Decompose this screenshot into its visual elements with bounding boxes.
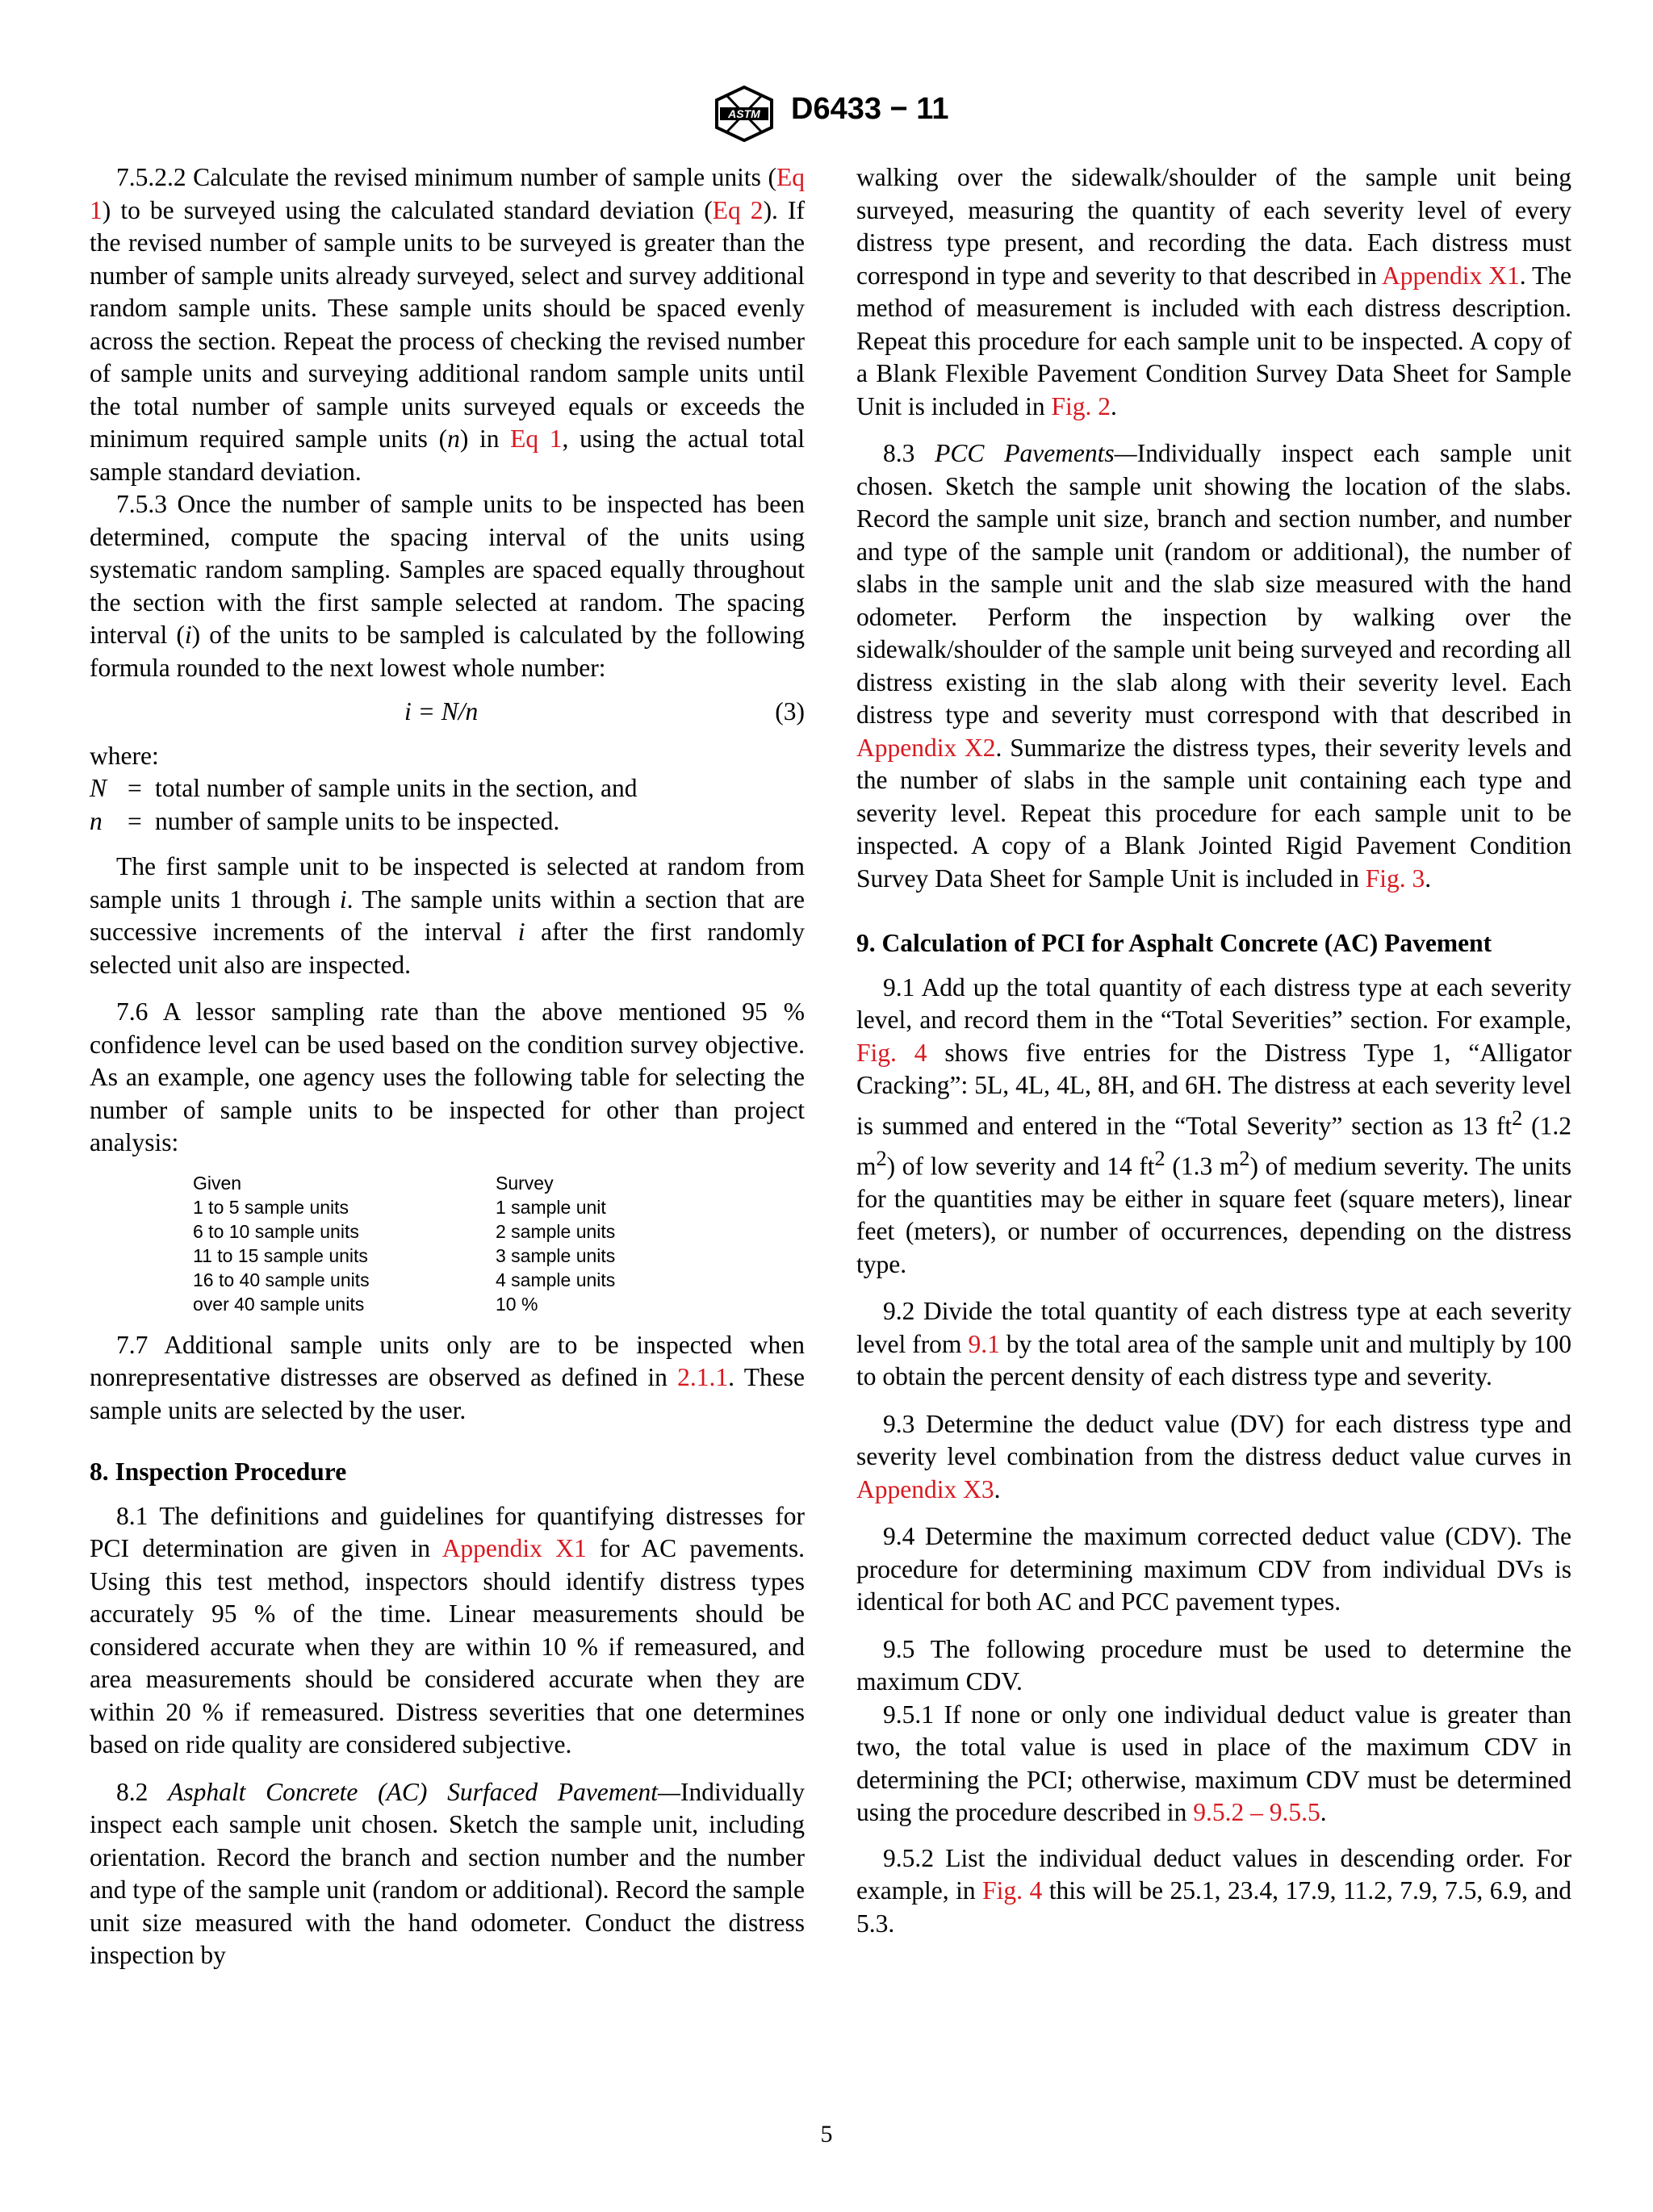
eq-1-link[interactable]: Eq 1 xyxy=(510,424,563,453)
table-row: over 40 sample units 10 % xyxy=(193,1293,538,1315)
equation-number: (3) xyxy=(775,697,805,725)
standard-designation: D6433 − 11 xyxy=(791,92,949,126)
astm-logo-icon xyxy=(712,86,776,142)
table-header-row: Given Survey xyxy=(193,1172,554,1194)
section-heading-9: 9. Calculation of PCI for Asphalt Concrete (AC) Pavement xyxy=(856,929,1492,957)
right-column xyxy=(856,161,1571,1940)
definition-row: N = total number of sample units in the section, and xyxy=(90,774,638,802)
section-2-1-1-link[interactable]: 2.1.1 xyxy=(677,1363,729,1391)
section-9-5-2-link[interactable]: 9.5.2 – 9.5.5 xyxy=(1193,1798,1320,1826)
appendix-x1-link[interactable]: Appendix X1 xyxy=(441,1534,587,1562)
section-9-1-link[interactable]: 9.1 xyxy=(968,1329,1000,1358)
page-number: 5 xyxy=(820,2121,833,2147)
appendix-x2-link[interactable]: Appendix X2 xyxy=(856,733,996,762)
table-row: 1 to 5 sample units 1 sample unit xyxy=(193,1196,606,1218)
page-header xyxy=(0,86,1653,142)
fig-4-link[interactable]: Fig. 4 xyxy=(982,1876,1043,1905)
paragraph-7-5-3: 7.5.3 Once the number of sample units to be inspected has been determined, compute the spacing interval of the units using systematic random sampling. Samples are spaced equally throughout the section with the first sample selected at random. The spacing interval (i) of the units to be sampled is calculated by the following formula rounded to the next lowest whole number: xyxy=(90,490,805,682)
paragraph-9-5-1: 9.5.1 If none or only one individual deduct value is greater than two, the total value is used in place of the maximum CDV in determining the PCI; otherwise, maximum CDV must be determined using the procedure described in 9.5.2 – 9.5.5. xyxy=(856,1700,1571,1826)
paragraph-7-5-2-2: 7.5.2.2 Calculate the revised minimum number of sample units (Eq 1) to be surveyed using the calculated standard deviation (Eq 2). If the revised number of sample units to be surveyed is greater than the number of sample units already surveyed, select and survey additional random sample units. These sample units should be spaced evenly across the section. Repeat the process of checking the revised number of sample units and surveying additional random sample units until the total number of sample units surveyed equals or exceeds the minimum required sample units (n) in Eq 1, using the actual total sample standard deviation. xyxy=(90,163,805,486)
paragraph-9-1: 9.1 Add up the total quantity of each distress type at each severity level, and record them in the “Total Severities” section. For example, Fig. 4 shows five entries for the Distress Type 1, “Alligator Cracking”: 5L, 4L, 4L, 8H, and 6H. The distress at each severity level is summed and entered in the “Total Severity” section as 13 $ft^2$ (1.2 $m^2$) of low severity and 14 $ft^2$ (1.3 $m^2$) of medium severity. The units for the quantities may be either in square feet (square meters), linear feet (meters), or number of occurrences, depending on the distress type. xyxy=(856,972,1571,1278)
table-row: 11 to 15 sample units 3 sample units xyxy=(193,1244,616,1266)
paragraph-9-2: 9.2 Divide the total quantity of each distress type at each severity level from 9.1 by the total area of the sample unit and multiply by 100 to obtain the percent density of each distress type and severity. xyxy=(856,1297,1572,1390)
paragraph-9-4: 9.4 Determine the maximum corrected deduct value (CDV). The procedure for determining maximum CDV from individual DVs is identical for both AC and PCC pavement types. xyxy=(856,1522,1571,1616)
table-row: 16 to 40 sample units 4 sample units xyxy=(193,1269,616,1290)
sampling-rate-table xyxy=(193,1171,805,1316)
definition-row: n = number of sample units to be inspected. xyxy=(90,806,560,835)
fig-4-link[interactable]: Fig. 4 xyxy=(856,1038,927,1067)
section-heading-8: 8. Inspection Procedure xyxy=(90,1457,347,1486)
paragraph-9-5: 9.5 The following procedure must be used to determine the maximum CDV. xyxy=(856,1634,1571,1696)
equation-3 xyxy=(90,696,805,729)
paragraph-first-sample: The first sample unit to be inspected is selected at random from sample units 1 through i. The sample units within a section that are successive increments of the interval i after the first randomly selected unit also are inspected. xyxy=(90,852,805,979)
paragraph-8-1: 8.1 The definitions and guidelines for quantifying distresses for PCI determination are given in Appendix X1 for AC pavements. Using this test method, inspectors should identify distress types accurately 95 % of the time. Linear measurements should be considered accurate when they are within 10 % if remeasured, and area measurements should be considered accurate when they are within 20 % if remeasured. Distress severities that one determines based on ride quality are considered subjective. xyxy=(90,1501,805,1758)
paragraph-9-3: 9.3 Determine the deduct value (DV) for each distress type and severity level combination from the distress deduct value curves in Appendix X3. xyxy=(856,1409,1571,1503)
paragraph-8-2: 8.2 Asphalt Concrete (AC) Surfaced Pavement—Individually inspect each sample unit chosen. Sketch the sample unit, including orientation. Record the branch and section number and the number and type of the sample unit (random or additional). Record the sample unit size measured with the hand odometer. Conduct the distress inspection by xyxy=(90,1777,806,1969)
fig-3-link[interactable]: Fig. 3 xyxy=(1365,863,1425,893)
svg-text:ASTM: ASTM xyxy=(728,107,760,120)
paragraph-8-3: 8.3 PCC Pavements—Individually inspect each sample unit chosen. Sketch the sample unit showing the location of the slabs. Record the sample unit size, branch and section number, and number and type of the sample unit (random or additional), the number of slabs in the sample unit and the slab size measured with the hand odometer. Perform the inspection by walking over the sidewalk/shoulder of the sample unit being surveyed and recording all distress existing in the slab along with their severity level. Each distress type and severity must correspond with that described in Appendix X2. Summarize the distress types, their severity levels and the number of slabs in the sample unit containing each type and severity level. Repeat this procedure for each sample unit to be inspected. A copy of a Blank Jointed Rigid Pavement Condition Survey Data Sheet for Sample Unit is included in Fig. 3. xyxy=(856,439,1571,893)
equation-formula: i = N/n xyxy=(404,697,479,725)
eq-2-link[interactable]: Eq 2 xyxy=(712,195,764,224)
eq-1-link[interactable]: Eq 1 xyxy=(90,163,805,224)
paragraph-9-5-2: 9.5.2 List the individual deduct values in descending order. For example, in Fig. 4 this will be 25.1, 23.4, 17.9, 11.2, 7.9, 7.5, 6.9, and 5.3. xyxy=(856,1843,1572,1938)
paragraph-8-2-continued: walking over the sidewalk/shoulder of the sample unit being surveyed, measuring the quantity of each severity level of every distress type present, and recording the data. Each distress must correspond in type and severity to that described in Appendix X1. The method of measurement is included with each distress description. Repeat this procedure for each sample unit to be inspected. A copy of a Blank Flexible Pavement Condition Survey Data Sheet for Sample Unit is included in Fig. 2. xyxy=(856,163,1572,420)
table-row: 6 to 10 sample units 2 sample units xyxy=(193,1220,616,1242)
where-label: where: xyxy=(90,741,159,770)
paragraph-7-6: 7.6 A lessor sampling rate than the above mentioned 95 % confidence level can be used based on the condition survey objective. As an example, one agency uses the following table for selecting the number of sample units to be inspected for other than project analysis: xyxy=(90,997,805,1156)
fig-2-link[interactable]: Fig. 2 xyxy=(1051,391,1111,420)
appendix-x3-link[interactable]: Appendix X3 xyxy=(856,1474,994,1503)
appendix-x1-link[interactable]: Appendix X1 xyxy=(1382,261,1520,290)
left-column xyxy=(90,161,805,1972)
paragraph-7-7: 7.7 Additional sample units only are to be inspected when nonrepresentative distresses are observed as defined in 2.1.1. These sample units are selected by the user. xyxy=(90,1330,805,1424)
